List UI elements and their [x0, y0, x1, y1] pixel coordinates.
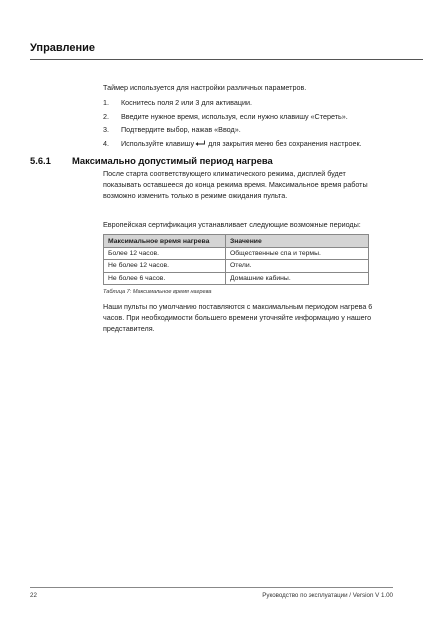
table-row: [104, 272, 369, 284]
title-divider: [30, 59, 423, 60]
intro-text: Таймер используется для настройки различных параметров.: [103, 83, 307, 92]
paragraph-intro: [103, 169, 403, 201]
list-item: [103, 123, 362, 137]
paragraph-line: часов. При необходимости большего времени уточняйте информацию у нашего: [103, 312, 372, 322]
paragraph-line: показывать оставшееся до конца режима время. Максимальное время работы: [103, 179, 368, 189]
step-text: Подтвердите выбор, нажав «Ввод».: [121, 125, 241, 135]
footer-text: Руководство по эксплуатации / Version V 1.00: [262, 592, 393, 599]
page-title: Управление: [30, 42, 96, 54]
table-cell: Не более 6 часов.: [104, 272, 226, 284]
table-cell: Отели.: [226, 260, 369, 272]
table-cell: Общественные спа и термы.: [226, 248, 369, 260]
paragraph-certification: Европейская сертификация устанавливает следующие возможные периоды:: [103, 220, 361, 229]
step-number: 4.: [103, 138, 109, 148]
step-number: 3.: [103, 125, 109, 135]
list-item: [103, 110, 362, 124]
table-cell: Домашние кабины.: [226, 272, 369, 284]
step-number: 1.: [103, 98, 109, 108]
step-text: Коснитесь поля 2 или 3 для активации.: [121, 98, 253, 108]
list-item: [103, 96, 362, 110]
table-caption: Таблица 7: Максимальное время нагрева: [103, 289, 212, 295]
back-arrow-icon: [195, 140, 205, 148]
table-row: [104, 248, 369, 260]
section-title: Максимально допустимый период нагрева: [72, 155, 273, 166]
section-number: 5.6.1: [30, 155, 51, 166]
step-number: 2.: [103, 111, 109, 121]
section-heading: [30, 155, 273, 166]
paragraph-line: Наши пульты по умолчанию поставляются с максимальным периодом нагрева 6: [103, 302, 373, 311]
step-text-before: Используйте клавишу: [121, 138, 195, 148]
column-header: Значение: [226, 235, 369, 248]
table-cell: Не более 12 часов.: [104, 260, 226, 272]
steps-list: [103, 96, 362, 150]
table-header-row: [104, 235, 369, 248]
paragraph-line: возможно изменить только в режиме ожидания пульта.: [103, 190, 288, 200]
heating-periods-table: [103, 234, 369, 285]
paragraph-line: После старта соответствующего климатического режима, дисплей будет: [103, 169, 346, 178]
step-text: Введите нужное время, используя, если нужно клавишу «Стереть».: [121, 111, 348, 121]
column-header: Максимальное время нагрева: [104, 235, 226, 248]
list-item: [103, 137, 362, 151]
table-cell: Более 12 часов.: [104, 248, 226, 260]
step-text: [121, 139, 362, 148]
footer-divider: [30, 587, 393, 588]
step-text-after: для закрытия меню без сохранения настроек.: [206, 138, 362, 148]
paragraph-line: представителя.: [103, 323, 155, 333]
paragraph-default-period: [103, 302, 403, 334]
page-number: 22: [30, 592, 37, 599]
table-row: [104, 260, 369, 272]
